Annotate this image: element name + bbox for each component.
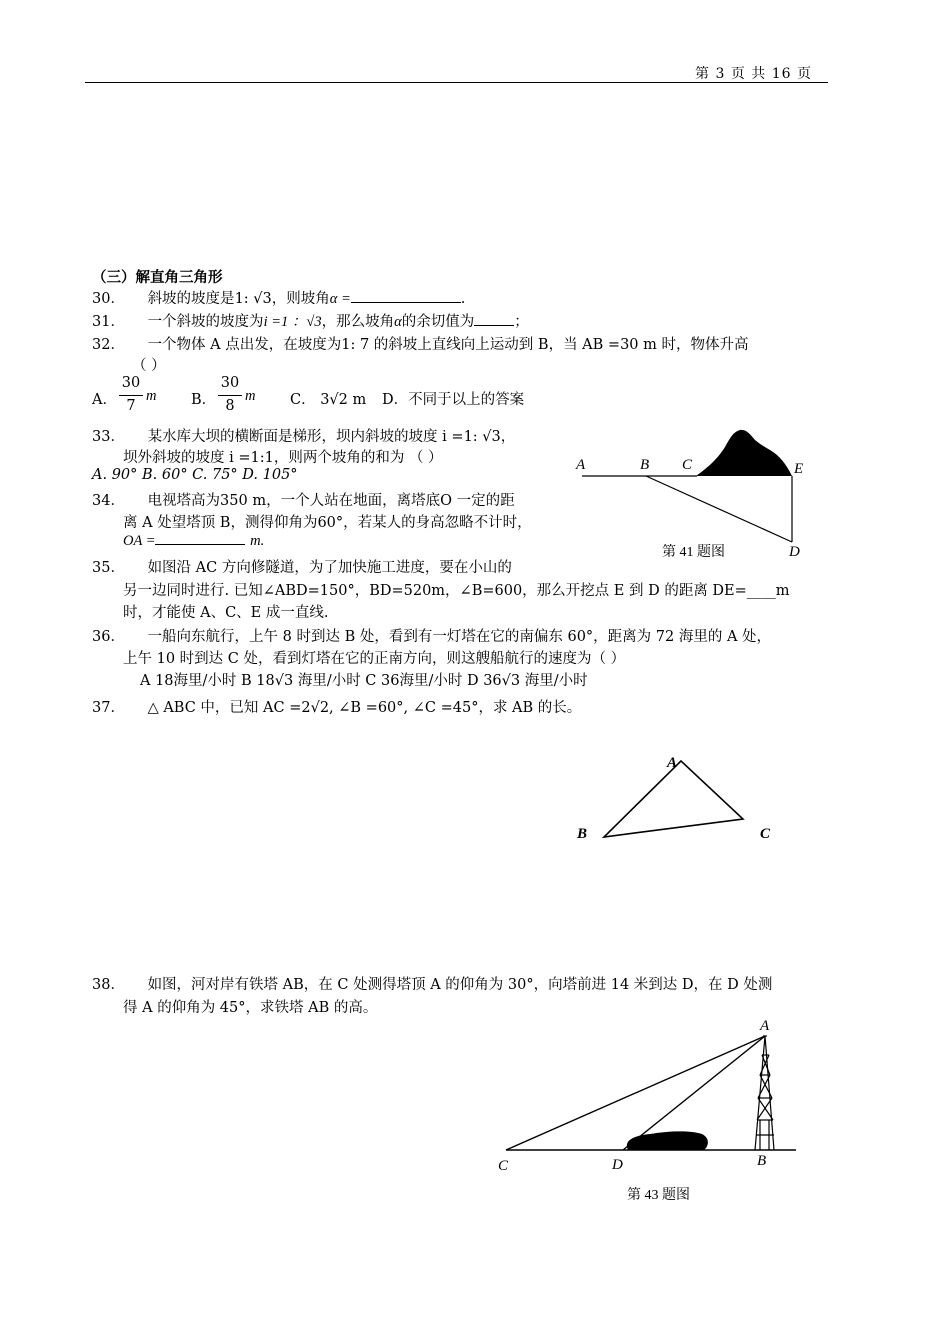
option-a-label: A． <box>92 392 117 408</box>
label-d: D <box>789 544 800 560</box>
question-30 <box>92 287 465 308</box>
triangle-abc <box>604 761 743 837</box>
fraction-bar <box>218 395 242 396</box>
question-37 <box>92 696 581 717</box>
answer-blank[interactable] <box>155 544 245 545</box>
question-36-line2: 上午 10 时到达 C 处，看到灯塔在它的正南方向，则这艘船航行的速度为（ ） <box>123 651 626 667</box>
punctuation: ； <box>514 314 529 330</box>
label-b: B <box>640 457 650 473</box>
question-text: ，则坡角 <box>271 291 330 307</box>
unit-label: m. <box>250 533 265 549</box>
option-d: D．不同于以上的答案 <box>382 392 525 408</box>
alpha-symbol: α <box>394 314 402 330</box>
question-number: 32． <box>92 337 125 353</box>
option-b-denominator: 8 <box>225 398 235 414</box>
tower-structure <box>755 1036 774 1150</box>
option-a-numerator: 30 <box>121 375 141 391</box>
option-b-numerator: 30 <box>220 375 240 391</box>
option-b-unit: m <box>245 388 256 404</box>
option-a-unit: m <box>146 388 157 404</box>
question-text: 一个物体 A 点出发，在坡度为1: 7 的斜坡上直线向上运动到 B，当 AB =30 m 时，物体升高 <box>147 337 749 353</box>
question-number: 36． <box>92 629 125 645</box>
question-text: 如图沿 AC 方向修隧道，为了加快施工进度，要在小山的 <box>147 560 512 576</box>
question-text: ，那么坡角 <box>321 314 395 330</box>
punctuation: . <box>460 291 466 307</box>
answer-blank[interactable] <box>474 325 514 326</box>
question-number: 34． <box>92 493 125 509</box>
question-text: 某水库大坝的横断面是梯形，坝内斜坡的坡度 i =1: √3， <box>147 429 516 445</box>
line-b-d <box>646 476 792 542</box>
alpha-symbol: α = <box>329 291 351 307</box>
question-text: 电视塔高为350 m，一个人站在地面，离塔底O 一定的距 <box>147 493 515 509</box>
header-rule <box>85 82 828 83</box>
sightline-c-a <box>506 1036 765 1150</box>
answer-blank[interactable] <box>351 302 461 303</box>
slope-ratio: 1: √3 <box>234 291 272 307</box>
question-36-options: A 18海里/小时 B 18√3 海里/小时 C 36海里/小时 D 36√3 海里/小时 <box>140 673 588 689</box>
figure-41-tunnel-diagram <box>560 420 820 565</box>
question-35-line3: 时，才能使 A、C、E 成一直线. <box>123 605 329 621</box>
oa-label: OA = <box>123 533 156 549</box>
question-number: 35． <box>92 560 125 576</box>
question-35-line2: 另一边同时进行. 已知∠ABD=150°，BD=520m，∠B=600，那么开挖点 E 到 D 的距离 DE=____m <box>123 583 790 599</box>
question-32-answer-paren: （ ） <box>132 358 166 374</box>
question-38-line2: 得 A 的仰角为 45°，求铁塔 AB 的高。 <box>123 1000 378 1016</box>
question-32 <box>92 333 748 354</box>
option-a-denominator: 7 <box>126 398 136 414</box>
question-number: 30． <box>92 291 125 307</box>
option-c: C． 3√2 m <box>290 392 367 408</box>
page-number-label: 第 3 页 共 16 页 <box>695 66 812 82</box>
figure-43-caption: 第 43 题图 <box>627 1188 690 1203</box>
question-text: 如图，河对岸有铁塔 AB，在 C 处测得塔顶 A 的仰角为 30°，向塔前进 14 米到达 D，在 D 处测 <box>147 977 773 993</box>
figure-43-tower-diagram <box>490 1010 810 1210</box>
question-text: 斜坡的坡度是 <box>147 291 235 307</box>
question-number: 37． <box>92 700 125 716</box>
question-33 <box>92 425 515 446</box>
river-bank-shape <box>627 1131 708 1150</box>
question-33-line2: 坝外斜坡的坡度 i =1:1，则两个坡角的和为 （ ） <box>123 450 443 466</box>
question-38 <box>92 973 772 994</box>
question-36 <box>92 625 771 646</box>
question-text: 的余切值为 <box>401 314 475 330</box>
question-34-line2: 离 A 处望塔顶 B，测得仰角为60°，若某人的身高忽略不计时， <box>123 515 532 531</box>
label-c: C <box>498 1158 509 1174</box>
label-a: A <box>576 457 586 473</box>
question-34 <box>92 489 515 510</box>
question-number: 38． <box>92 977 125 993</box>
question-number: 33． <box>92 429 125 445</box>
figure-37-triangle <box>570 750 790 850</box>
label-b: B <box>757 1153 767 1169</box>
label-d: D <box>612 1157 623 1173</box>
question-31 <box>92 310 529 331</box>
label-b: B <box>577 826 588 842</box>
label-e: E <box>794 461 804 477</box>
label-c: C <box>760 826 771 842</box>
question-text: 一船向东航行，上午 8 时到达 B 处，看到有一灯塔在它的南偏东 60°，距离为 72 海里的 A 处， <box>147 629 772 645</box>
question-number: 31． <box>92 314 125 330</box>
fraction-bar <box>119 395 143 396</box>
question-33-options: A. 90° B. 60° C. 75° D. 105° <box>92 467 298 483</box>
figure-41-caption: 第 41 题图 <box>662 545 725 560</box>
question-35 <box>92 556 512 577</box>
label-a: A <box>667 755 678 771</box>
question-34-line3 <box>123 533 264 550</box>
option-b-label: B． <box>191 392 217 408</box>
question-text: 一个斜坡的坡度为 <box>147 314 264 330</box>
label-a: A <box>760 1018 770 1034</box>
section-title: （三）解直角三角形 <box>92 269 223 286</box>
slope-ratio: i =1 ：√3 <box>263 314 322 330</box>
question-text: △ ABC 中，已知 AC =2√2, ∠B =60°, ∠C =45°，求 AB 的长。 <box>147 700 582 716</box>
label-c: C <box>682 457 693 473</box>
mountain-shape <box>696 430 792 476</box>
